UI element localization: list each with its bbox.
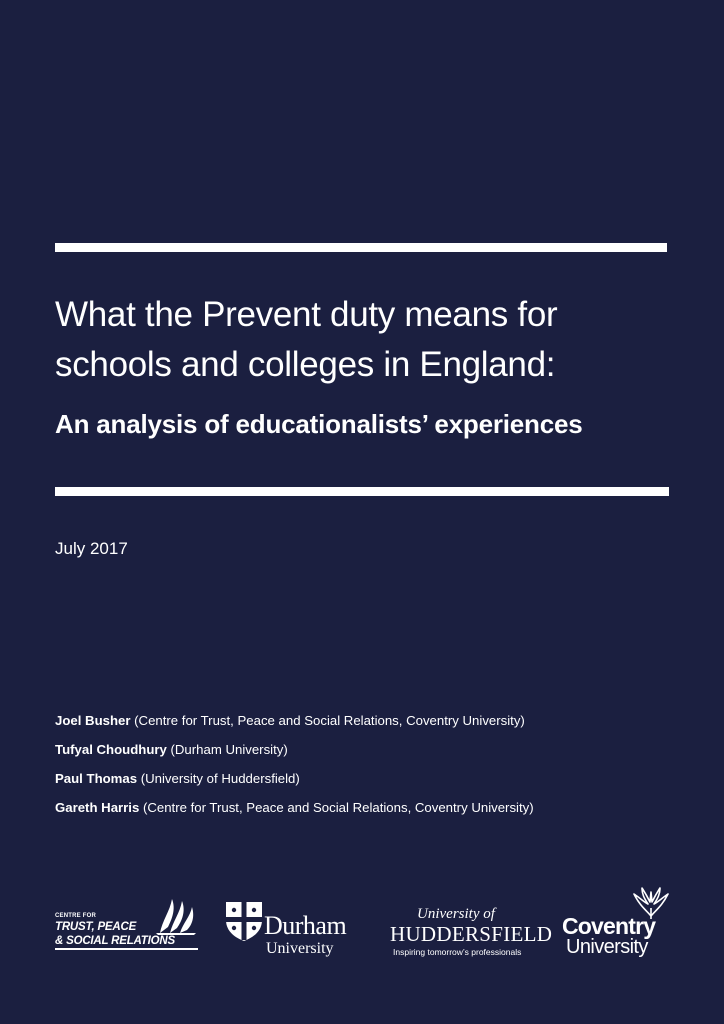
ctpsr-logo-small-text: CENTRE FOR (55, 913, 96, 919)
durham-university-logo (224, 898, 366, 964)
title-line-2: schools and colleges in England: (55, 345, 556, 384)
coventry-logo-name: Coventry (562, 913, 656, 939)
ctpsr-logo-line-2: & SOCIAL RELATIONS (55, 935, 175, 947)
author-affiliation: (Durham University) (166, 742, 288, 757)
author-name: Paul Thomas (55, 771, 138, 786)
coventry-logo-sub: University (566, 936, 648, 958)
huddersfield-logo-tagline: Inspiring tomorrow’s professionals (393, 947, 522, 957)
ctpsr-logo-line-1: TRUST, PEACE (55, 921, 137, 933)
huddersfield-logo-top: University of (417, 906, 495, 922)
author-item (55, 797, 695, 826)
title-line-1: What the Prevent duty means for (55, 295, 558, 334)
top-divider (55, 243, 667, 252)
huddersfield-logo-name: HUDDERSFIELD (390, 922, 553, 946)
publication-date: July 2017 (55, 539, 128, 558)
author-affiliation: (Centre for Trust, Peace and Social Relations, Coventry University) (130, 713, 525, 728)
author-name: Tufyal Choudhury (55, 742, 167, 757)
author-item (55, 710, 695, 739)
bottom-divider (55, 487, 669, 496)
author-affiliation: (Centre for Trust, Peace and Social Relations, Coventry University) (139, 800, 534, 815)
author-list (55, 710, 695, 826)
ctpsr-logo-underline (55, 948, 198, 950)
report-title (55, 290, 675, 390)
ctpsr-logo (55, 895, 200, 957)
flame-icon (150, 895, 198, 935)
huddersfield-university-logo (390, 904, 553, 960)
author-item (55, 768, 695, 797)
author-item (55, 739, 695, 768)
shield-icon (224, 900, 264, 942)
report-subtitle: An analysis of educationalists’ experiences (55, 409, 583, 439)
durham-logo-name: Durham (264, 911, 347, 940)
author-affiliation: (University of Huddersfield) (137, 771, 300, 786)
coventry-university-logo (562, 886, 672, 962)
durham-logo-sub: University (266, 940, 334, 957)
author-name: Joel Busher (55, 713, 131, 728)
author-name: Gareth Harris (55, 800, 140, 815)
